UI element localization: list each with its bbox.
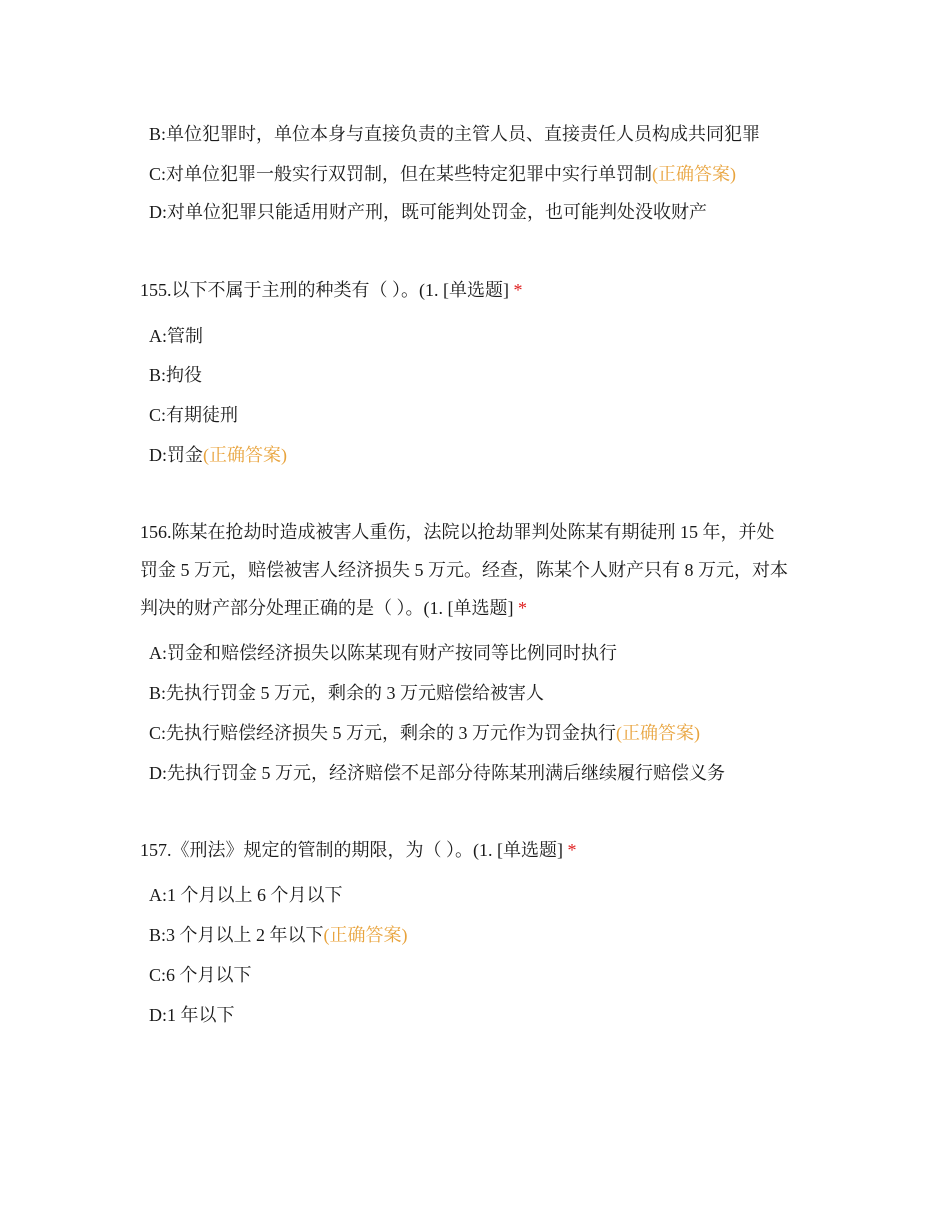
- option-text: D:先执行罚金 5 万元，经济赔偿不足部分待陈某刑满后继续履行赔偿义务: [149, 763, 725, 783]
- q154-option-c: [149, 163, 736, 185]
- option-text: D:罚金: [149, 445, 203, 465]
- q155-question: [140, 279, 522, 301]
- q155-option-c: [149, 404, 238, 426]
- q157-option-d: [149, 1004, 235, 1026]
- question-text: 罚金 5 万元，赔偿被害人经济损失 5 万元。经查，陈某个人财产只有 8 万元，对本: [140, 560, 788, 580]
- option-text: B:先执行罚金 5 万元，剩余的 3 万元赔偿给被害人: [149, 683, 545, 703]
- q157-option-c: [149, 964, 252, 986]
- option-text: D:1 年以下: [149, 1005, 235, 1025]
- option-text: A:1 个月以上 6 个月以下: [149, 885, 343, 905]
- question-text: 156.陈某在抢劫时造成被害人重伤，法院以抢劫罪判处陈某有期徒刑 15 年，并处: [140, 522, 775, 542]
- q155-option-a: [149, 325, 203, 347]
- correct-answer-tag: (正确答案): [616, 723, 701, 743]
- correct-answer-tag: (正确答案): [203, 445, 287, 465]
- option-text: B:3 个月以上 2 年以下: [149, 925, 324, 945]
- q155-option-d: [149, 444, 287, 466]
- option-text: C:对单位犯罪一般实行双罚制，但在某些特定犯罪中实行单罚制: [149, 164, 653, 184]
- required-mark: *: [567, 840, 577, 860]
- q156-question-line-1: [140, 521, 775, 543]
- q155-option-b: [149, 364, 202, 386]
- option-text: D:对单位犯罪只能适用财产刑，既可能判处罚金，也可能判处没收财产: [149, 202, 707, 222]
- option-text: C:6 个月以下: [149, 965, 252, 985]
- q154-option-b: [149, 123, 760, 145]
- q156-option-c: [149, 722, 700, 744]
- q156-option-a: [149, 642, 617, 664]
- q157-question: [140, 839, 576, 861]
- option-text: A:管制: [149, 326, 203, 346]
- q157-option-a: [149, 884, 343, 906]
- option-text: B:单位犯罪时，单位本身与直接负责的主管人员、直接责任人员构成共同犯罪: [149, 124, 761, 144]
- correct-answer-tag: (正确答案): [652, 164, 737, 184]
- q156-question-line-3: [140, 597, 527, 619]
- option-text: B:拘役: [149, 365, 203, 385]
- q156-question-line-2: [140, 559, 788, 581]
- q156-option-b: [149, 682, 544, 704]
- question-text: 157.《刑法》规定的管制的期限，为（ ）。(1. [单选题]: [140, 840, 563, 860]
- option-text: C:先执行赔偿经济损失 5 万元，剩余的 3 万元作为罚金执行: [149, 723, 617, 743]
- option-text: C:有期徒刑: [149, 405, 239, 425]
- q154-option-d: [149, 201, 707, 223]
- q157-option-b: [149, 924, 408, 946]
- question-text: 判决的财产部分处理正确的是（ ）。(1. [单选题]: [140, 598, 514, 618]
- question-text: 155.以下不属于主刑的种类有（ ）。(1. [单选题]: [140, 280, 509, 300]
- required-mark: *: [513, 280, 523, 300]
- correct-answer-tag: (正确答案): [323, 925, 408, 945]
- required-mark: *: [517, 598, 527, 618]
- q156-option-d: [149, 762, 725, 784]
- option-text: A:罚金和赔偿经济损失以陈某现有财产按同等比例同时执行: [149, 643, 617, 663]
